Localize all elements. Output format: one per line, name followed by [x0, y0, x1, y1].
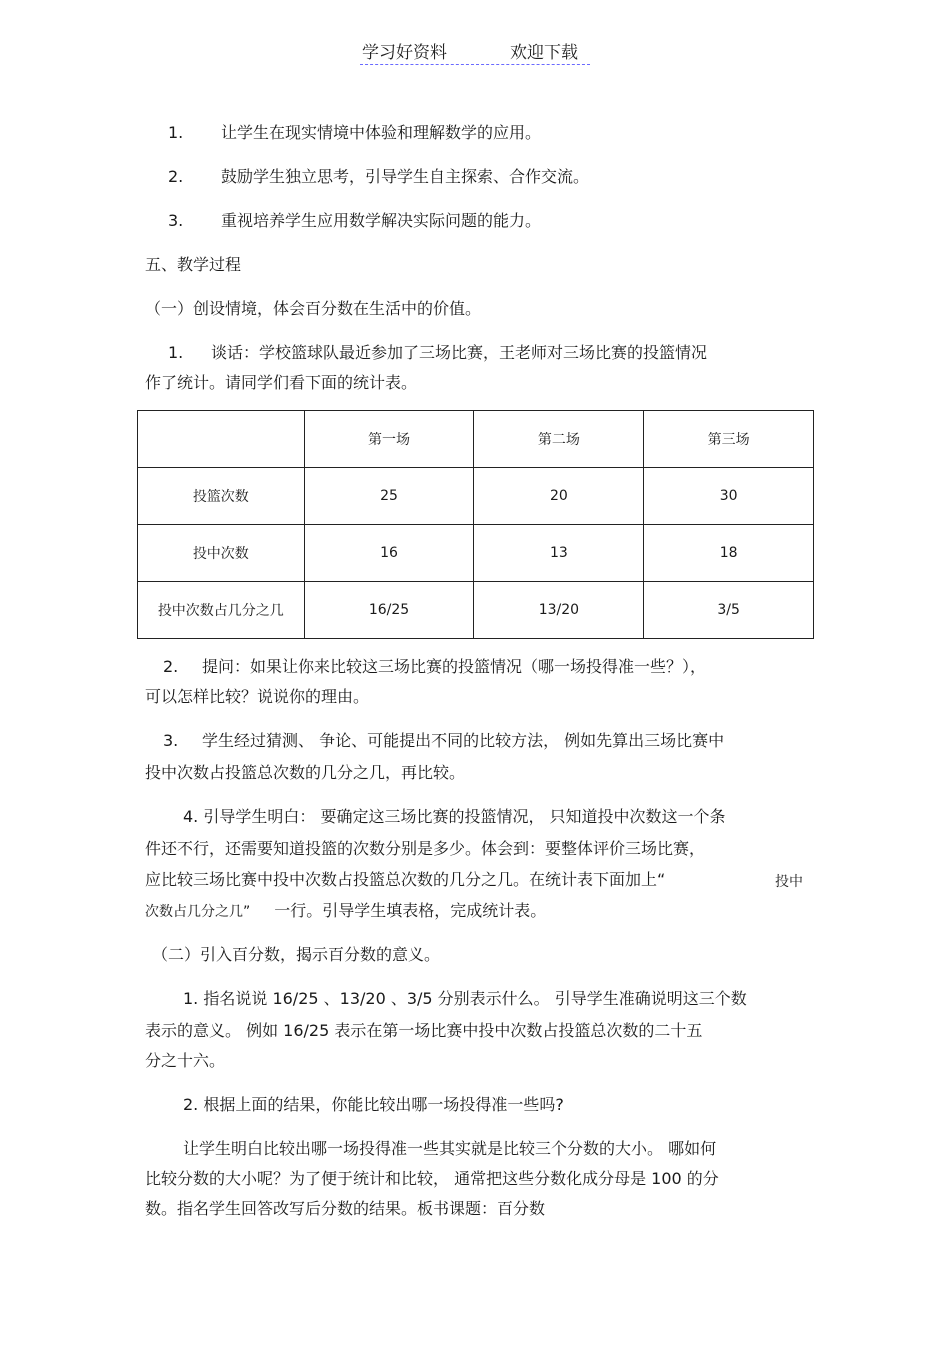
table-cell: 16 [304, 525, 474, 582]
table-header-cell: 第二场 [474, 411, 644, 468]
part1-paragraph-line1: 1. 谈话：学校篮球队最近参加了三场比赛，王老师对三场比赛的投篮情况 [168, 343, 708, 362]
objective-item-3: 3. 重视培养学生应用数学解决实际问题的能力。 [168, 211, 542, 230]
table-cell: 18 [644, 525, 814, 582]
part2-conclusion-line1: 让学生明白比较出哪一场投得准一些其实就是比较三个分数的大小。 哪如何 [183, 1139, 717, 1158]
table-row [138, 582, 814, 639]
objective-item-2: 2. 鼓励学生独立思考，引导学生自主探索、合作交流。 [168, 167, 590, 186]
table-cell: 3/5 [644, 582, 814, 639]
table-cell: 16/25 [304, 582, 474, 639]
part2-q1-line1: 1. 指名说说 16/25 、13/20 、3/5 分别表示什么。 引导学生准确说明这三个数 [183, 989, 747, 1008]
paragraph-4-line3: 应比较三场比赛中投中次数占投篮总次数的几分之几。在统计表下面加上“ [145, 870, 666, 889]
table-header-cell: 第三场 [644, 411, 814, 468]
table-cell: 13/20 [474, 582, 644, 639]
table-cell [138, 411, 305, 468]
part2-q2: 2. 根据上面的结果，你能比较出哪一场投得准一些吗? [183, 1095, 564, 1114]
table-cell: 13 [474, 525, 644, 582]
paragraph-4-line3-tail: 投中 [775, 874, 803, 890]
paragraph-2-line1: 2. 提问：如果让你来比较这三场比赛的投篮情况（哪一场投得准一些？）， [163, 657, 707, 676]
table-header-row [138, 411, 814, 468]
table-header-cell: 第一场 [304, 411, 474, 468]
paragraph-3-line2: 投中次数占投篮总次数的几分之几，再比较。 [145, 763, 466, 782]
part2-q1-line3: 分之十六。 [145, 1051, 226, 1070]
part1-title: （一）创设情境，体会百分数在生活中的价值。 [145, 299, 482, 318]
table-row [138, 468, 814, 525]
table-row [138, 525, 814, 582]
table-row-label: 投篮次数 [138, 468, 305, 525]
header-right-text: 欢迎下载 [510, 43, 578, 63]
part2-q1-line2: 表示的意义。 例如 16/25 表示在第一场比赛中投中次数占投篮总次数的二十五 [145, 1021, 703, 1040]
table-row-label: 投中次数占几分之几 [138, 582, 305, 639]
paragraph-2-line2: 可以怎样比较？说说你的理由。 [145, 687, 370, 706]
table-cell: 20 [474, 468, 644, 525]
page-header [360, 38, 590, 65]
paragraph-4-line2: 件还不行，还需要知道投篮的次数分别是多少。体会到：要整体评价三场比赛， [145, 839, 706, 858]
table-cell: 30 [644, 468, 814, 525]
paragraph-3-line1: 3. 学生经过猜测、 争论、可能提出不同的比较方法， 例如先算出三场比赛中 [163, 731, 725, 750]
paragraph-4-line4: 次数占几分之几” 一行。引导学生填表格，完成统计表。 [145, 901, 547, 920]
paragraph-4-line1: 4. 引导学生明白： 要确定这三场比赛的投篮情况， 只知道投中次数这一个条 [183, 807, 726, 826]
objective-item-1: 1. 让学生在现实情境中体验和理解数学的应用。 [168, 123, 542, 142]
part1-paragraph-line2: 作了统计。请同学们看下面的统计表。 [145, 373, 418, 392]
section-heading: 五、教学过程 [145, 255, 242, 274]
table-cell: 25 [304, 468, 474, 525]
statistics-table [137, 410, 814, 639]
part2-title: （二）引入百分数，揭示百分数的意义。 [152, 945, 441, 964]
table-row-label: 投中次数 [138, 525, 305, 582]
header-left-text: 学习好资料 [362, 43, 447, 63]
part2-conclusion-line2: 比较分数的大小呢？为了便于统计和比较， 通常把这些分数化成分母是 100 的分 [145, 1169, 719, 1188]
part2-conclusion-line3: 数。指名学生回答改写后分数的结果。板书课题：百分数 [145, 1199, 546, 1218]
